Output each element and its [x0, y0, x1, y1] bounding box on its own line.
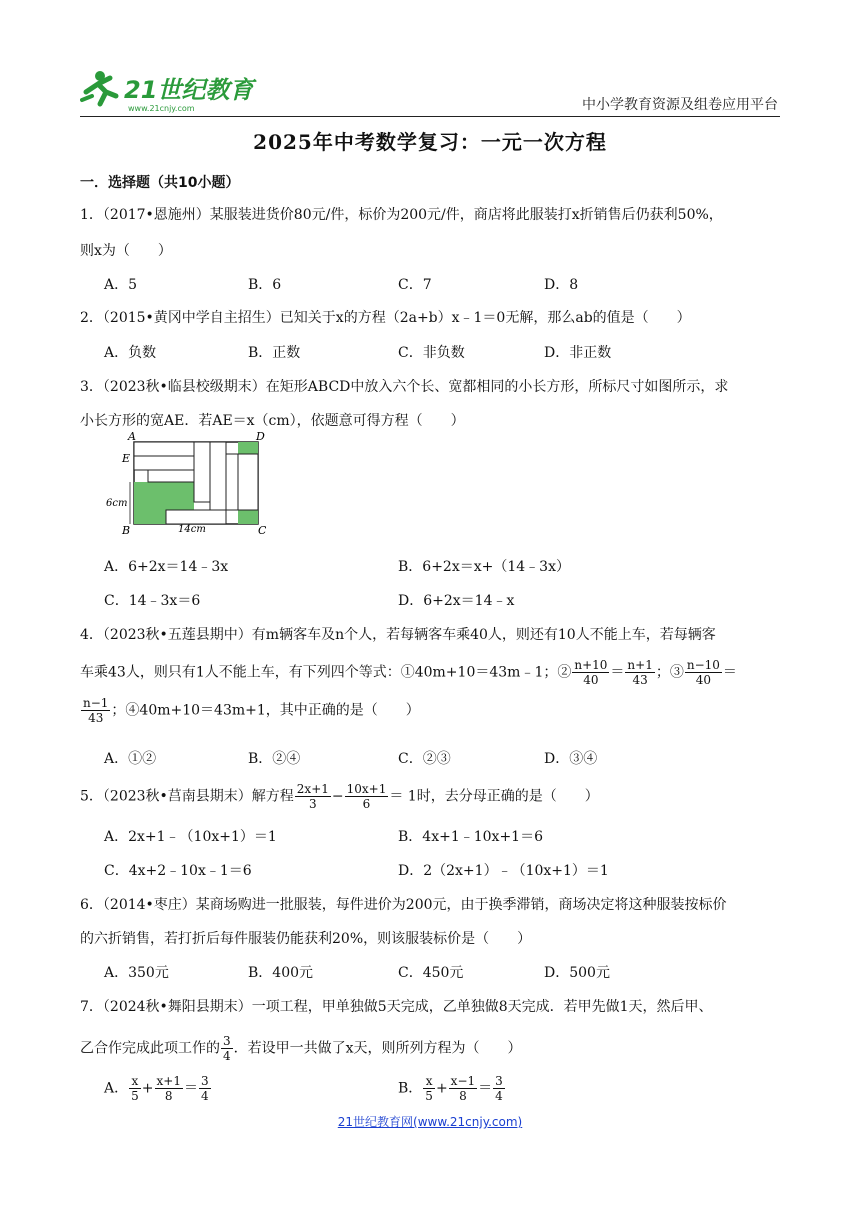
q6-option-a[interactable]: A．350元: [104, 965, 169, 981]
page-header: [80, 64, 780, 116]
q7b-f3n: 3: [495, 1074, 503, 1088]
q4-frac2-num: n+1: [627, 658, 653, 672]
q7b-frac3: [493, 1074, 505, 1103]
q4-sep: ；③: [655, 664, 684, 681]
q7a-plus: +: [141, 1080, 154, 1097]
q5-option-c[interactable]: C．4x+2﹣10x﹣1＝6: [104, 863, 252, 879]
q5-frac1-den: 3: [309, 797, 317, 811]
q7-line1: 7．（2024秋•舞阳县期末）一项工程，甲单独做5天完成，乙单独做8天完成．若甲先做1天，然后甲、: [80, 999, 713, 1015]
q6-line1: 6．（2014•枣庄）某商场购进一批服装，每件进价为200元，由于换季滞销，商场决定将这种服装按标价: [80, 897, 727, 913]
q7-frac-num: 3: [223, 1034, 231, 1048]
q1-line1: 1．（2017•恩施州）某服装进货价80元/件，标价为200元/件，商店将此服装打x折销售后仍获利50%，: [80, 207, 723, 223]
q5-line: [80, 782, 599, 811]
q5-frac2: [345, 782, 389, 811]
q7a-eq: ＝: [183, 1080, 198, 1097]
q7b-eq: ＝: [478, 1080, 493, 1097]
section-heading: 一．选择题（共10小题）: [80, 175, 240, 191]
q4-option-b[interactable]: B．②④: [248, 751, 301, 767]
q4-frac1: [572, 658, 609, 687]
q4-frac1-num: n+10: [574, 658, 608, 672]
q7b-f3d: 4: [495, 1089, 503, 1103]
fig-label-w: 14cm: [178, 524, 206, 535]
q4-frac4: [81, 696, 110, 725]
q2-option-a[interactable]: A．负数: [104, 345, 157, 361]
q5-minus: −: [331, 788, 344, 805]
fig-label-c: C: [258, 524, 266, 537]
q5-option-b[interactable]: B．4x+1﹣10x+1＝6: [398, 829, 543, 845]
q4-eq2: ＝: [722, 664, 737, 681]
q2-line1: 2．（2015•黄冈中学自主招生）已知关于x的方程（2a+b）x﹣1＝0无解，那么ab的值是（ ）: [80, 310, 691, 326]
logo: [80, 66, 260, 114]
q4-frac3: [685, 658, 722, 687]
q4-frac4-den: 43: [88, 711, 104, 725]
q7a-frac3: [199, 1074, 211, 1103]
q7-frac-den: 4: [223, 1049, 231, 1063]
q4-line3: [80, 696, 420, 725]
q7a-f2d: 8: [164, 1089, 173, 1103]
q1-option-a[interactable]: A．5: [104, 277, 138, 293]
q6-option-c[interactable]: C．450元: [398, 965, 464, 981]
q4-frac2: [625, 658, 654, 687]
q1-line2: 则x为（ ）: [80, 243, 172, 259]
q3-option-d[interactable]: D．6+2x＝14﹣x: [398, 593, 515, 609]
q3-option-c[interactable]: C．14﹣3x＝6: [104, 593, 201, 609]
q4-option-d[interactable]: D．③④: [544, 751, 598, 767]
q7a-f1d: 5: [131, 1089, 139, 1103]
q2-option-c[interactable]: C．非负数: [398, 345, 465, 361]
q1-option-d[interactable]: D．8: [544, 277, 579, 293]
logo-url: www.21cnjy.com: [128, 104, 195, 113]
q7a-f1n: x: [129, 1074, 141, 1089]
fig-label-b: B: [122, 524, 131, 537]
q2-option-b[interactable]: B．正数: [248, 345, 301, 361]
header-divider: [80, 116, 780, 117]
fig-label-e: E: [122, 452, 131, 465]
q4-line1: 4．（2023秋•五莲县期中）有m辆客车及n个人，若每辆客车乘40人，则还有10人不能上车，若每辆客: [80, 627, 716, 643]
q5-frac1-num: 2x+1: [296, 782, 329, 796]
q4-frac3-den: 40: [695, 673, 712, 687]
q4-frac2-den: 43: [632, 673, 648, 687]
q4-option-a[interactable]: A．①②: [104, 751, 157, 767]
q5-frac2-den: 6: [362, 797, 371, 811]
q7b-plus: +: [435, 1080, 448, 1097]
q7b-frac2: [449, 1074, 477, 1103]
q7-option-b[interactable]: [398, 1074, 506, 1103]
q7-line2: [80, 1034, 522, 1063]
logo-text: 21世纪教育: [124, 76, 254, 104]
q7b-f2n: x−1: [450, 1074, 476, 1088]
q4-frac1-den: 40: [583, 673, 599, 687]
q1-option-b[interactable]: B．6: [248, 277, 282, 293]
q5-pre: 5．（2023秋•莒南县期末）解方程: [80, 788, 294, 805]
q7b-frac1: [423, 1074, 435, 1103]
fig-label-d: D: [256, 430, 265, 443]
q7-option-a[interactable]: [104, 1074, 212, 1103]
page-title: 2025年中考数学复习：一元一次方程: [253, 130, 607, 154]
q6-line2: 的六折销售，若打折后每件服装仍能获利20%，则该服装标价是（ ）: [80, 931, 532, 947]
q7b-f2d: 8: [459, 1089, 467, 1103]
runner-icon: [82, 71, 116, 104]
q5-frac1: [295, 782, 331, 811]
q4-frac3-num: n−10: [686, 658, 720, 672]
q3-line2: 小长方形的宽AE．若AE＝x（cm），依题意可得方程（ ）: [80, 413, 465, 429]
q7b-f1d: 5: [425, 1089, 433, 1103]
q3-option-b[interactable]: B．6+2x＝x+（14﹣3x）: [398, 559, 570, 575]
q7b-f1n: x: [423, 1074, 435, 1089]
q3-option-a[interactable]: A．6+2x＝14﹣3x: [104, 559, 229, 575]
fig-label-a: A: [128, 430, 136, 443]
q7-frac: [221, 1034, 233, 1063]
q4-frac4-num: n−1: [83, 696, 109, 710]
q7-line2b: ．若设甲一共做了x天，则所列方程为（ ）: [233, 1040, 522, 1057]
q7a-frac1: [129, 1074, 141, 1103]
q5-post: ＝ 1时，去分母正确的是（ ）: [389, 788, 599, 805]
q7a-label: A．: [104, 1080, 129, 1097]
q4-option-c[interactable]: C．②③: [398, 751, 451, 767]
q5-option-a[interactable]: A．2x+1﹣（10x+1）＝1: [104, 829, 277, 845]
q7a-f3n: 3: [200, 1074, 209, 1088]
q6-option-d[interactable]: D．500元: [544, 965, 610, 981]
q5-frac2-num: 10x+1: [346, 782, 387, 796]
q5-option-d[interactable]: D．2（2x+1）﹣（10x+1）＝1: [398, 863, 609, 879]
q3-figure: [106, 430, 266, 540]
q2-option-d[interactable]: D．非正数: [544, 345, 612, 361]
q3-line1: 3．（2023秋•临县校级期末）在矩形ABCD中放入六个长、宽都相同的小长方形，所标尺寸如图所示，求: [80, 379, 729, 395]
q6-option-b[interactable]: B．400元: [248, 965, 314, 981]
q1-option-c[interactable]: C．7: [398, 277, 432, 293]
q7-line2a: 乙合作完成此项工作的: [80, 1040, 220, 1057]
q7a-f3d: 4: [200, 1089, 209, 1103]
q4-line2-text: 车乘43人，则只有1人不能上车，有下列四个等式：①40m+10＝43m﹣1；②: [80, 664, 572, 681]
fig-label-h: 6cm: [106, 498, 128, 509]
q7b-label: B．: [398, 1080, 423, 1097]
q4-line3-text: ；④40m+10＝43m+1，其中正确的是（ ）: [111, 702, 420, 719]
q7a-f2n: x+1: [156, 1074, 181, 1088]
q4-line2: [80, 658, 737, 687]
platform-name: 中小学教育资源及组卷应用平台: [582, 97, 778, 113]
footer-link[interactable]: 21世纪教育网(www.21cnjy.com): [337, 1115, 523, 1129]
q4-eq1: ＝: [610, 664, 625, 681]
q7a-frac2: [155, 1074, 183, 1103]
